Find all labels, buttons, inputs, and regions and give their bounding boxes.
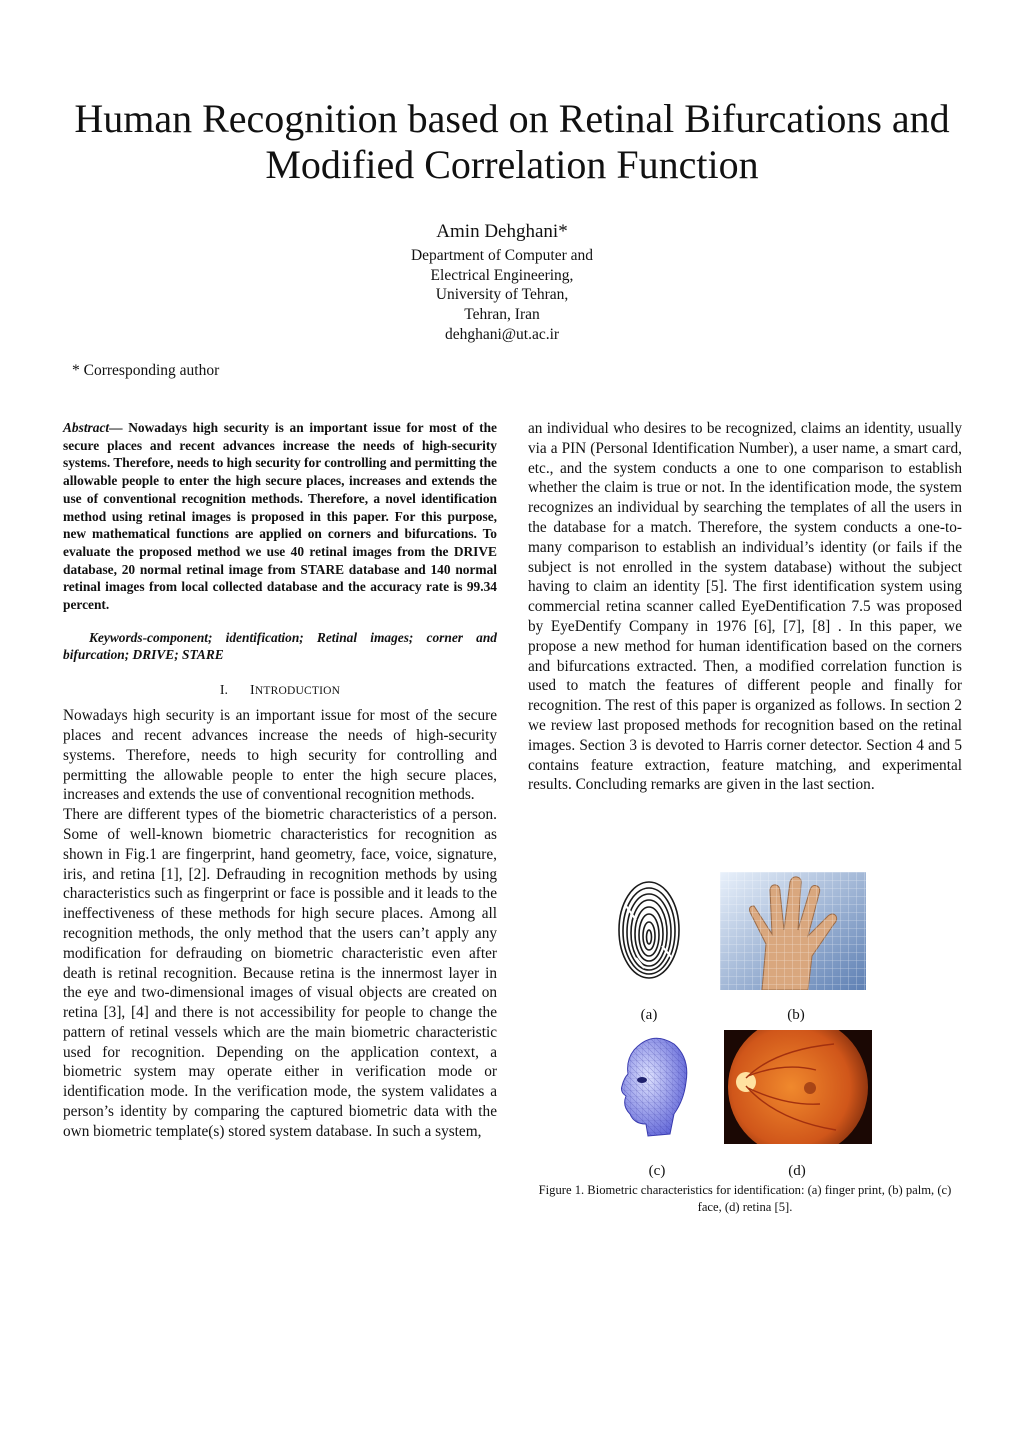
paragraph: There are different types of the biometric characteristics of a person. Some of well-known biometric characteristics for recognition as shown in Fig.1 are fingerprint, hand geometry, face, voice, signature, iris, and retina [1], [2]. Defrauding in recognition methods by using characteristics such as fingerprint or face is possible and it leads to the ineffectiveness of these methods for high secure places. Among all recognition methods, the only method that the users can’t apply any modification for defrauding on biometric characteristic even after death is retinal recognition. Because retina is the innermost layer in the eye and two-dimensional images of visual objects are created on retina [3], [4] and there is not accessibility for people to change the pattern of retinal vessels which are the main biometric characteristic used for recognition. Depending on the application context, a biometric system may operate either in verification mode or identification mode. In the verification mode, the system validates a person’s identity by comparing the captured biometric data with the own biometric template(s) stored system database. In such a system, xyxy=(63,806,497,1140)
figure-sublabel-c: (c) xyxy=(648,1163,666,1179)
figure-sublabel-d: (d) xyxy=(788,1163,806,1179)
left-column xyxy=(63,419,497,1142)
section-title: NTRODUCTION xyxy=(254,685,341,698)
figure-sublabel-b: (b) xyxy=(787,1007,805,1023)
right-column xyxy=(528,419,962,795)
paragraph: an individual who desires to be recognized, claims an identity, usually via a PIN (Personal Identification Number), a user name, a smart card, etc., and the system conducts a one to one comparison to establish whether the claim is true or not. In the identification mode, the system recognizes an individual by searching the templates of all the users in the database for a match. Therefore, the system conducts a one-to-many comparison to establish an individual’s identity (or fails if the subject is not enrolled in the system database) without the subject having to claim an identity [5]. The first identification system using commercial retina scanner called EyeDentification 7.5 was proposed by EyeDentify Company in 1976 [6], [7], [8] . In this paper, we propose a new method for human identification based on the corners and bifurcations extracted. Then, a modified correlation function is used to match the features of different people and finally for recognition. The rest of this paper is organized as follows. In section 2 we review last proposed methods for recognition based on the retinal images. Section 3 is devoted to Harris corner detector. Section 4 and 5 contains feature extraction, feature matching, and experimental results. Concluding remarks are given in the last section. xyxy=(528,420,962,794)
corresponding-author-note: * Corresponding author xyxy=(72,362,220,379)
keywords: Keywords-component; identification; Retinal images; corner and bifurcation; DRIVE; STARE xyxy=(63,629,497,663)
section-number: I. xyxy=(219,683,229,699)
affiliation-line: Tehran, Iran xyxy=(464,306,540,324)
figure-sublabel-a: (a) xyxy=(640,1007,658,1023)
paragraph: Nowadays high security is an important issue for most of the secure places and recent advances increase the needs of high-security systems. Therefore, needs to high security for controlling and permitting the allowable people to enter the high secure places, increases and extends the use of conventional recognition methods. xyxy=(63,707,497,804)
figure-caption: Figure 1. Biometric characteristics for identification: (a) finger print, (b) palm, (c) face, (d) retina [5]. xyxy=(538,1183,952,1214)
paper-title: Human Recognition based on Retinal Bifurcations and Modified Correlation Function xyxy=(74,96,950,187)
fingerprint-image xyxy=(616,876,682,980)
author-name: Amin Dehghani* xyxy=(436,221,568,242)
affiliation-line: University of Tehran, xyxy=(435,286,569,304)
affiliation-line: Department of Computer and xyxy=(410,247,594,264)
author-block xyxy=(302,220,702,345)
abstract xyxy=(63,419,497,614)
affiliation-line: Electrical Engineering, xyxy=(430,266,574,284)
abstract-dash: — xyxy=(109,420,123,435)
section-heading-introduction xyxy=(63,682,497,700)
face-mesh-image xyxy=(612,1030,698,1140)
section-title-initial: I xyxy=(250,683,255,699)
palm-image xyxy=(720,872,866,990)
abstract-text: Nowadays high security is an important issue for most of the secure places and recent advances increase the needs of high-security systems. Therefore, needs to high security for controlling and permitting the allowable people to enter the high secure places, increases and extends the use of conventional recognition methods. Therefore, a novel identification method using retinal images is proposed in this paper. For this purpose, new mathematical functions are applied on corners and bifurcations. To evaluate the proposed method we use 40 retinal images from the DRIVE database, 20 normal retinal image from STARE database and 140 normal retinal images from local collected database and the accuracy rate is 99.34 percent. xyxy=(63,420,497,613)
retina-image xyxy=(724,1030,872,1144)
author-email: dehghani@ut.ac.ir xyxy=(444,325,560,343)
abstract-lead: Abstract xyxy=(63,420,110,435)
